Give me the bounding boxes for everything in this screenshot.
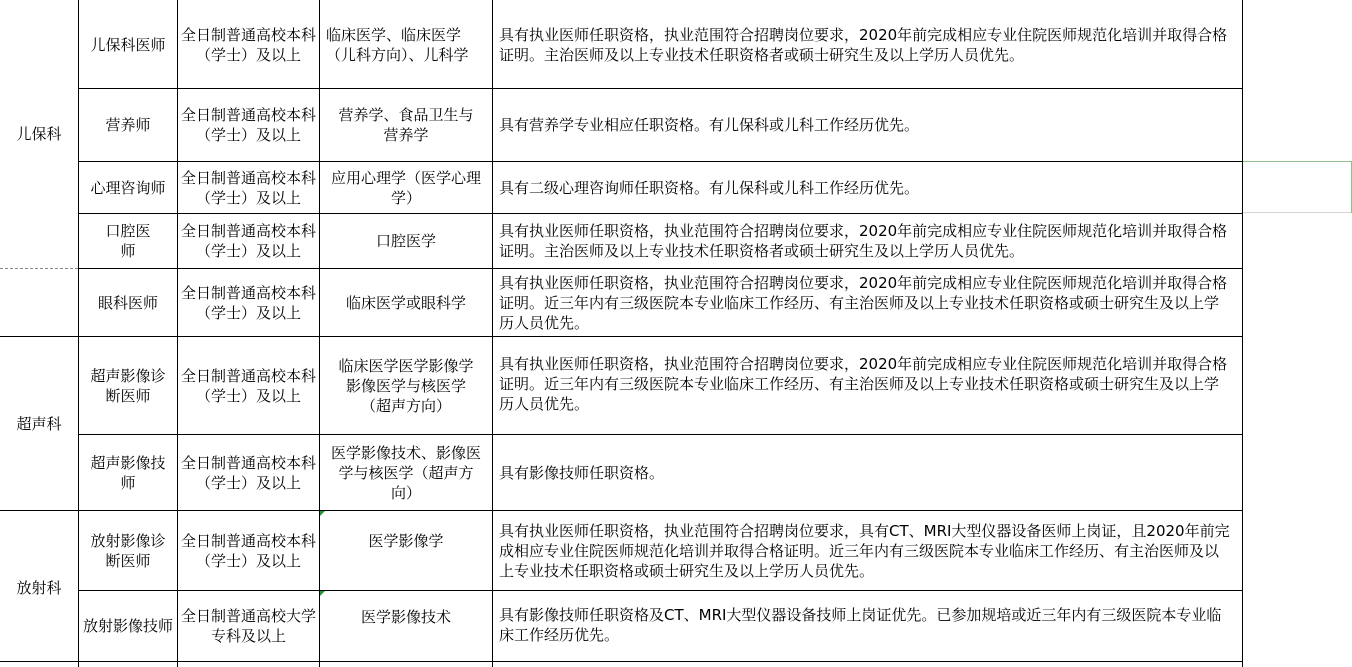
requirement-text: 具有营养学专业相应任职资格。有儿保科或儿科工作经历优先。 [499, 116, 920, 134]
education-text: 全日制普通高校本科（学士）及以上 [180, 367, 316, 405]
cell-marker-icon [320, 591, 325, 596]
row-border [78, 88, 1243, 89]
dashed-border [0, 268, 78, 269]
education-cell[interactable] [178, 214, 319, 268]
position-cell[interactable] [79, 89, 177, 161]
major-text: 医学影像学 [368, 532, 444, 550]
requirement-cell[interactable] [493, 1, 1242, 88]
major-text: 营养学、食品卫生与营养学 [338, 106, 474, 144]
education-cell[interactable] [178, 269, 319, 336]
major-text: 临床医学、临床医学（儿科方向）、儿科学 [326, 25, 469, 64]
education-cell[interactable] [178, 435, 319, 510]
requirement-cell[interactable] [493, 338, 1242, 434]
requirement-text: 具有执业医师任职资格，执业范围符合招聘岗位要求，2020年前完成相应专业住院医师规范化培训并取得合格证明。主治医师及以上专业技术任职资格者或硕士研究生及以上学历人员优先。 [499, 26, 1228, 64]
education-text: 全日制普通高校本科（学士）及以上 [180, 453, 316, 492]
row-border [78, 590, 1243, 591]
major-cell[interactable] [320, 338, 492, 434]
education-text: 全日制普通高校本科（学士）及以上 [180, 168, 316, 207]
major-text: 临床医学或眼科学 [345, 293, 466, 312]
education-text: 全日制普通高校大学专科及以上 [180, 607, 316, 645]
position-cell[interactable] [79, 435, 177, 510]
department-label: 超声科 [16, 414, 62, 433]
education-cell[interactable] [178, 511, 319, 590]
position-text: 放射影像技师 [82, 617, 173, 635]
position-text: 眼科医师 [97, 293, 158, 312]
cell-marker-icon [320, 511, 325, 516]
major-cell[interactable] [320, 269, 492, 336]
position-text: 儿保科医师 [90, 35, 166, 54]
requirement-text: 具有执业医师任职资格，执业范围符合招聘岗位要求，2020年前完成相应专业住院医师规范化培训并取得合格证明。近三年内有三级医院本专业临床工作经历、有主治医师及以上专业技术任职资格或硕士研究生及以上学历人员优先。 [499, 273, 1228, 332]
requirement-text: 具有执业医师任职资格，执业范围符合招聘岗位要求，2020年前完成相应专业住院医师规范化培训并取得合格证明。主治医师及以上专业技术任职资格者或硕士研究生及以上学历人员优先。 [499, 222, 1228, 260]
selection-border [1243, 161, 1352, 162]
requirement-cell[interactable] [493, 269, 1242, 336]
position-text: 超声影像诊断医师 [90, 367, 166, 405]
column-border [78, 0, 79, 667]
position-cell[interactable] [79, 1, 177, 88]
education-text: 全日制普通高校本科（学士）及以上 [180, 531, 316, 570]
position-text: 心理咨询师 [90, 178, 166, 197]
major-text: 临床医学医学影像学影像医学与核医学（超声方向） [338, 357, 474, 415]
department-cell[interactable] [0, 337, 78, 510]
column-border [319, 0, 320, 667]
major-text: 医学影像技术、影像医学与核医学（超声方向） [330, 443, 481, 502]
empty-column-cell[interactable] [1243, 0, 1352, 667]
requirement-text: 具有二级心理咨询师任职资格。有儿保科或儿科工作经历优先。 [499, 178, 920, 197]
major-cell[interactable] [320, 89, 492, 161]
requirement-cell[interactable] [493, 435, 1242, 510]
education-cell[interactable] [178, 591, 319, 661]
requirement-text: 具有影像技师任职资格。 [499, 463, 665, 482]
major-cell[interactable] [320, 591, 492, 661]
major-cell[interactable] [320, 435, 492, 510]
row-border [78, 213, 1243, 214]
major-text: 应用心理学（医学心理学） [330, 168, 481, 207]
requirement-text: 具有影像技师任职资格及CT、MRI大型仪器设备技师上岗证优先。已参加规培或近三年内有三级医院本专业临床工作经历优先。 [499, 606, 1222, 644]
major-cell[interactable] [320, 1, 492, 88]
row-border [78, 268, 1243, 269]
row-border [0, 336, 1243, 337]
requirement-text: 具有执业医师任职资格，执业范围符合招聘岗位要求，具有CT、MRI大型仪器设备医师上岗证，且2020年前完成相应专业住院医师规范化培训并取得合格证明。近三年内有三级医院本专业临床工作经历、有主治医师及以上专业技术任职资格或硕士研究生及以上学历人员优先。 [499, 521, 1230, 580]
major-cell[interactable] [320, 511, 492, 590]
position-text: 放射影像诊断医师 [90, 531, 166, 570]
row-border [78, 434, 1243, 435]
major-text: 医学影像技术 [360, 608, 451, 626]
row-border [0, 510, 1243, 511]
department-label: 儿保科 [16, 125, 62, 143]
position-text: 营养师 [105, 116, 151, 134]
requirement-cell[interactable] [493, 214, 1242, 268]
requirement-cell[interactable] [493, 511, 1242, 590]
education-text: 全日制普通高校本科（学士）及以上 [180, 106, 316, 144]
position-cell[interactable] [79, 511, 177, 590]
gridline [1243, 212, 1352, 213]
column-border [1242, 0, 1243, 667]
department-label: 放射科 [16, 578, 62, 597]
position-cell[interactable] [79, 591, 177, 661]
requirement-cell[interactable] [493, 162, 1242, 213]
column-border [177, 0, 178, 667]
position-text: 超声影像技师 [90, 453, 166, 492]
position-cell[interactable] [79, 214, 177, 268]
department-cell[interactable] [0, 0, 78, 268]
row-border [78, 161, 1352, 162]
position-cell[interactable] [79, 162, 177, 213]
education-cell[interactable] [178, 1, 319, 88]
education-text: 全日制普通高校本科（学士）及以上 [180, 25, 316, 64]
requirement-cell[interactable] [493, 591, 1242, 661]
education-cell[interactable] [178, 338, 319, 434]
position-cell[interactable] [79, 269, 177, 336]
row-border [0, 661, 1243, 662]
education-cell[interactable] [178, 162, 319, 213]
column-border [492, 0, 493, 667]
major-text: 口腔医学 [375, 232, 436, 250]
major-cell[interactable] [320, 162, 492, 213]
position-cell[interactable] [79, 338, 177, 434]
major-cell[interactable] [320, 214, 492, 268]
education-text: 全日制普通高校本科（学士）及以上 [180, 283, 316, 322]
education-cell[interactable] [178, 89, 319, 161]
education-text: 全日制普通高校本科（学士）及以上 [180, 222, 316, 260]
department-cell[interactable] [0, 510, 78, 665]
requirement-cell[interactable] [493, 89, 1242, 161]
position-text: 口腔医师 [105, 222, 151, 260]
requirement-text: 具有执业医师任职资格，执业范围符合招聘岗位要求，2020年前完成相应专业住院医师规范化培训并取得合格证明。近三年内有三级医院本专业临床工作经历、有主治医师及以上专业技术任职资格或硕士研究生及以上学历人员优先。 [499, 355, 1228, 413]
